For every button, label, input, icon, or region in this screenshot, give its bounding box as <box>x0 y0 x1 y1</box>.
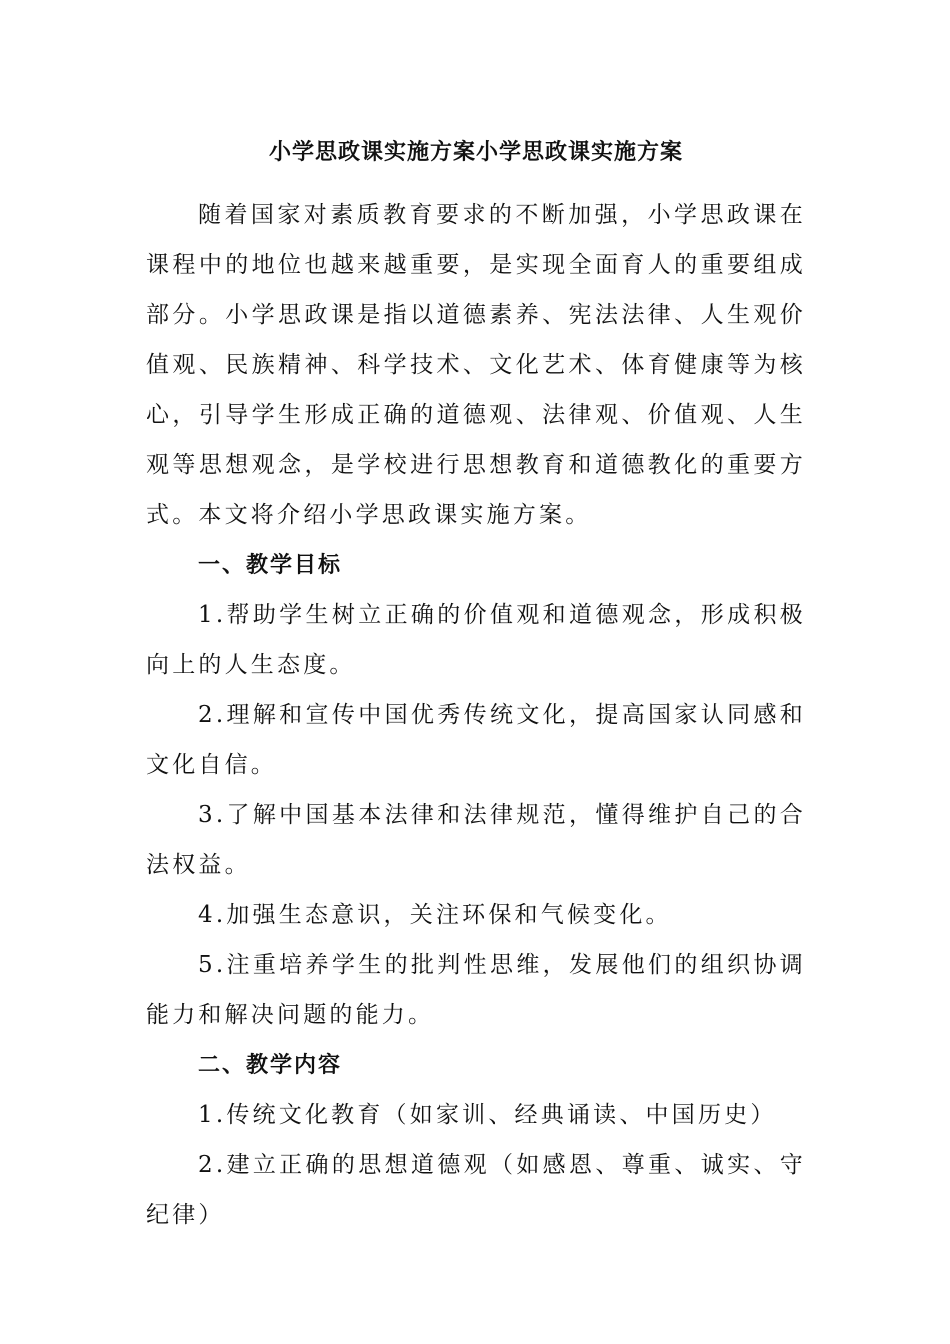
goal-item: 2.理解和宣传中国优秀传统文化，提高国家认同感和文化自信。 <box>146 702 806 778</box>
section-heading-content: 二、教学内容 <box>198 1052 343 1078</box>
intro-paragraph: 随着国家对素质教育要求的不断加强，小学思政课在课程中的地位也越来越重要，是实现全面育人的重要组成部分。小学思政课是指以道德素养、宪法法律、人生观价值观、民族精神、科学技术、文化艺术、体育健康等为核心，引导学生形成正确的道德观、法律观、价值观、人生观等思想观念，是学校进行思想教育和道德教化的重要方式。本文将介绍小学思政课实施方案。 <box>146 202 806 528</box>
content-item: 2.建立正确的思想道德观（如感恩、尊重、诚实、守纪律） <box>146 1152 806 1228</box>
goal-item: 3.了解中国基本法律和法律规范，懂得维护自己的合法权益。 <box>146 802 806 878</box>
document-body <box>146 132 806 1240</box>
goal-item: 4.加强生态意识，关注环保和气候变化。 <box>198 902 672 928</box>
goal-item: 5.注重培养学生的批判性思维，发展他们的组织协调能力和解决问题的能力。 <box>146 952 806 1028</box>
content-item: 1.传统文化教育（如家训、经典诵读、中国历史） <box>198 1102 777 1128</box>
goal-item: 1.帮助学生树立正确的价值观和道德观念，形成积极向上的人生态度。 <box>146 602 806 678</box>
document-title: 小学思政课实施方案小学思政课实施方案 <box>268 139 683 165</box>
section-heading-goals: 一、教学目标 <box>198 552 343 578</box>
